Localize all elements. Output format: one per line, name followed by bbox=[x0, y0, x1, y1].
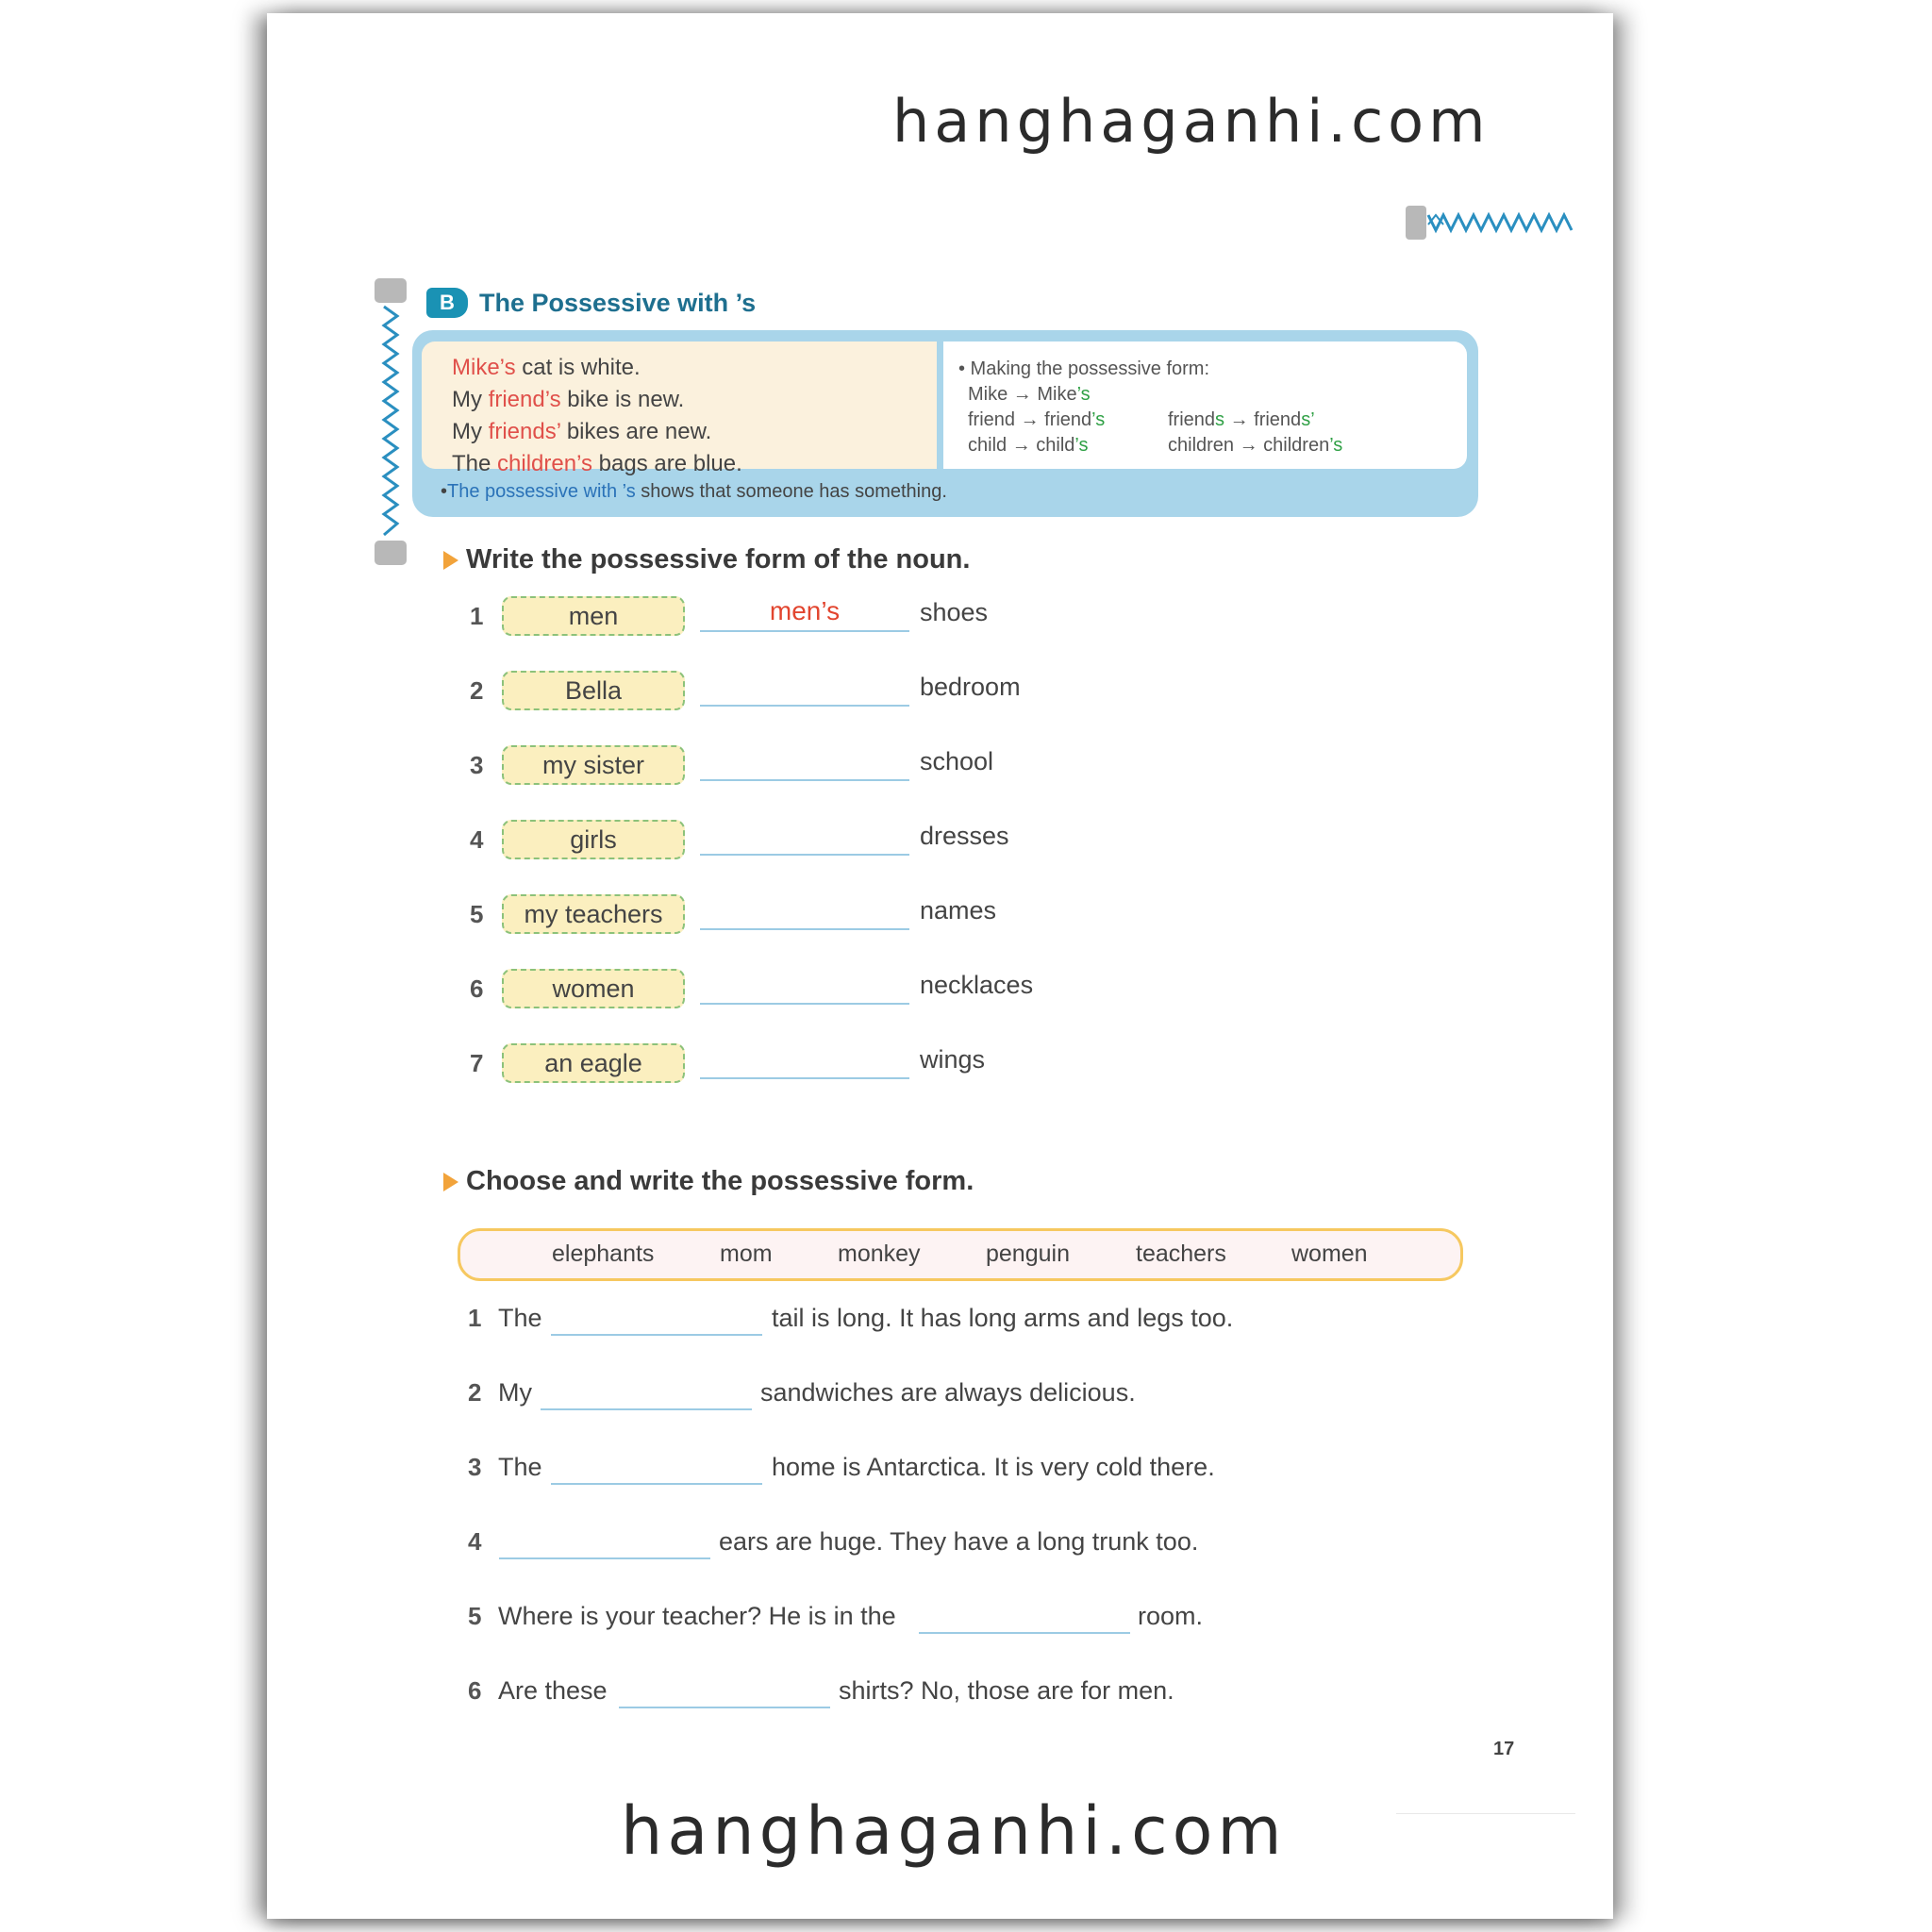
section-title bbox=[426, 288, 756, 318]
exercise1-instruction: Write the possessive form of the noun. bbox=[443, 544, 970, 575]
exercise1-item: 5 my teachers names bbox=[462, 892, 1123, 934]
page-footer-rule bbox=[1396, 1813, 1575, 1814]
word-bank bbox=[458, 1228, 1463, 1281]
grammar-box bbox=[412, 330, 1478, 517]
exercise1-item: 3 my sister school bbox=[462, 743, 1123, 785]
answer-blank[interactable] bbox=[700, 630, 909, 632]
grammar-example: My friend’s bike is new. bbox=[452, 387, 685, 412]
rule-heading: • Making the possessive form: bbox=[958, 358, 1209, 379]
answer-blank[interactable] bbox=[700, 705, 909, 707]
noun-box: Bella bbox=[502, 671, 685, 710]
exercise2-instruction: Choose and write the possessive form. bbox=[443, 1166, 974, 1197]
answer-text: men’s bbox=[769, 596, 841, 625]
rule-form: children → children’s bbox=[1168, 435, 1343, 456]
grammar-rules bbox=[943, 341, 1467, 469]
answer-blank[interactable] bbox=[700, 779, 909, 781]
exercise1-item: 4 girls dresses bbox=[462, 818, 1123, 859]
rule-form: friends → friends’ bbox=[1168, 409, 1315, 430]
word-bank-item: penguin bbox=[986, 1241, 1070, 1267]
answer-blank[interactable] bbox=[551, 1334, 762, 1336]
noun-box: men bbox=[502, 596, 685, 636]
watermark-bottom: hanghaganhi.com bbox=[621, 1792, 1287, 1870]
answer-blank[interactable] bbox=[700, 1003, 909, 1005]
grammar-example: Mike’s cat is white. bbox=[452, 355, 641, 380]
word-bank-item: teachers bbox=[1136, 1241, 1226, 1267]
exercise1-item: 7 an eagle wings bbox=[462, 1041, 1123, 1083]
answer-blank[interactable] bbox=[700, 1077, 909, 1079]
answer-blank[interactable] bbox=[551, 1483, 762, 1485]
noun-box: an eagle bbox=[502, 1043, 685, 1083]
answer-blank[interactable] bbox=[919, 1632, 1130, 1634]
rule-form: Mike → Mike’s bbox=[968, 384, 1091, 405]
exercise1-item: 6 women necklaces bbox=[462, 967, 1123, 1008]
spiral-binding-icon bbox=[371, 278, 408, 566]
exercise1-item: 1 men men’s shoes bbox=[462, 594, 1123, 636]
page-number: 17 bbox=[1493, 1739, 1515, 1759]
answer-blank[interactable] bbox=[700, 928, 909, 930]
section-badge: B bbox=[426, 288, 468, 318]
answer-blank[interactable] bbox=[499, 1557, 710, 1559]
word-bank-item: mom bbox=[720, 1241, 773, 1267]
noun-box: girls bbox=[502, 820, 685, 859]
answer-blank[interactable] bbox=[541, 1408, 752, 1410]
word-bank-item: women bbox=[1291, 1241, 1368, 1267]
rule-form: friend → friend’s bbox=[968, 409, 1106, 430]
section-title-text: The Possessive with ’s bbox=[479, 288, 757, 317]
watermark-top: hanghaganhi.com bbox=[892, 87, 1491, 156]
zigzag-decoration-icon bbox=[1404, 202, 1583, 243]
answer-blank[interactable] bbox=[700, 854, 909, 856]
word-bank-item: monkey bbox=[838, 1241, 921, 1267]
word-bank-item: elephants bbox=[552, 1241, 655, 1267]
triangle-bullet-icon bbox=[443, 551, 458, 570]
grammar-example: The children’s bags are blue. bbox=[452, 451, 742, 476]
grammar-example: My friends’ bikes are new. bbox=[452, 419, 712, 444]
noun-box: my sister bbox=[502, 745, 685, 785]
grammar-note: •The possessive with ’s shows that someone has something. bbox=[441, 481, 947, 502]
triangle-bullet-icon bbox=[443, 1173, 458, 1191]
exercise1-item: 2 Bella bedroom bbox=[462, 669, 1123, 710]
grammar-examples bbox=[422, 341, 937, 476]
noun-box: women bbox=[502, 969, 685, 1008]
answer-blank[interactable] bbox=[619, 1707, 830, 1708]
rule-form: child → child’s bbox=[968, 435, 1089, 456]
noun-box: my teachers bbox=[502, 894, 685, 934]
